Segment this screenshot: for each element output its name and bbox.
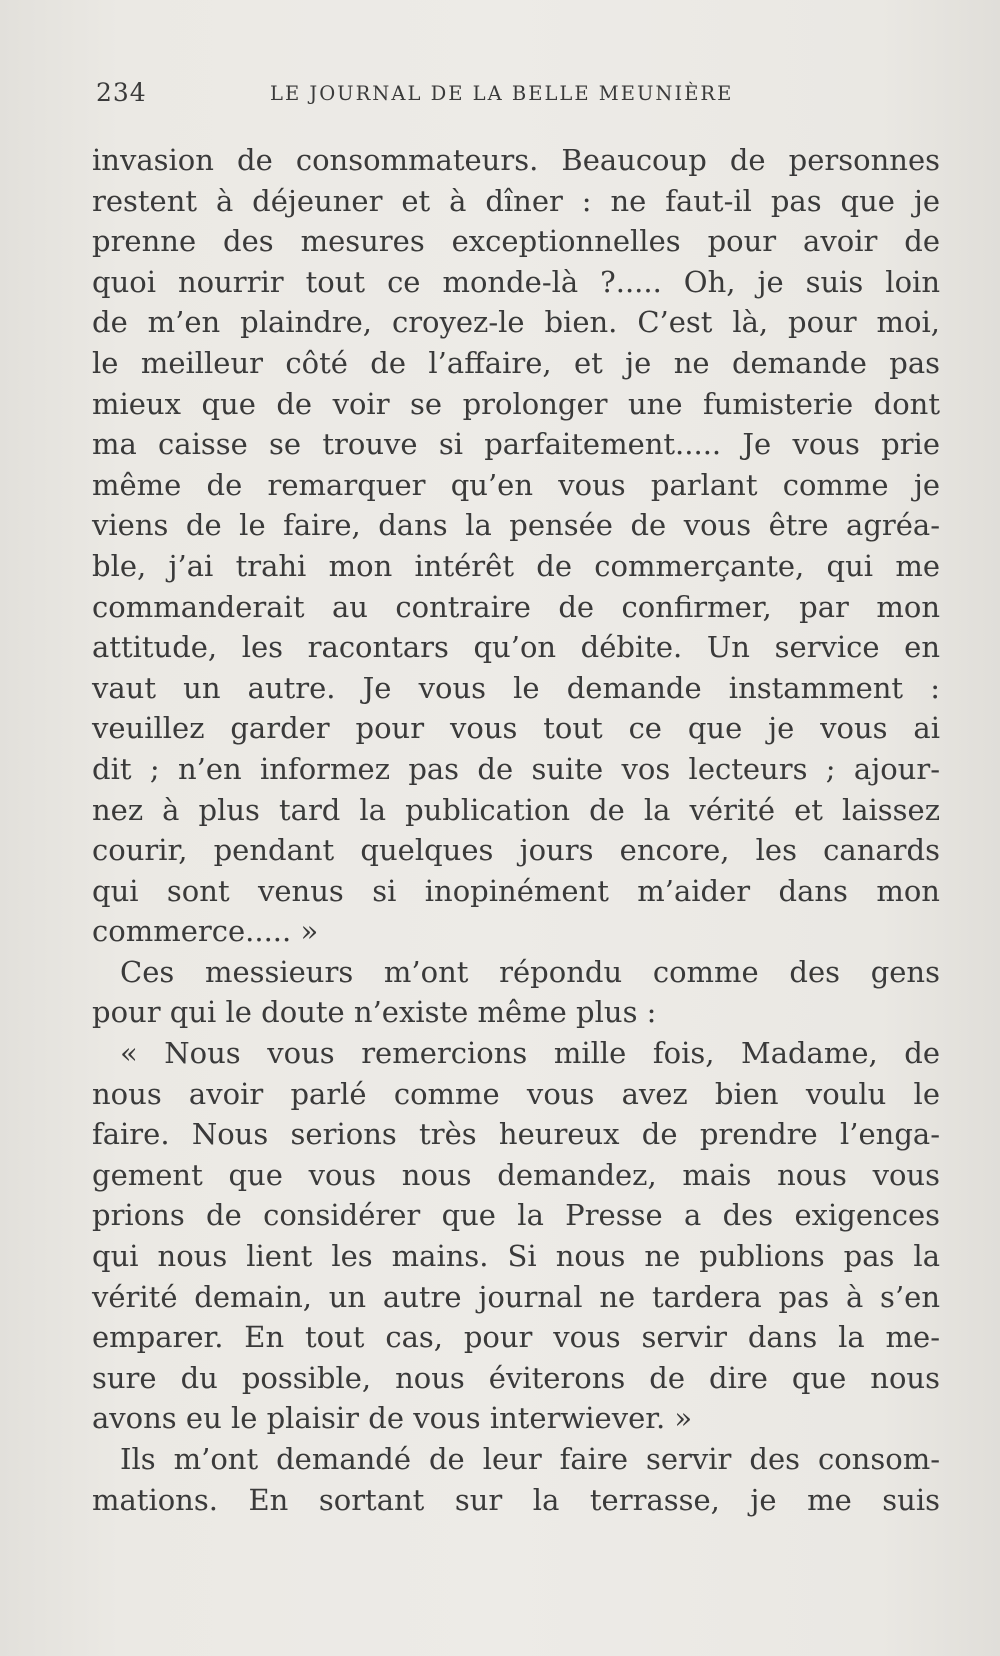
- text-line: même de remarquer qu’en vous parlant comme je: [92, 467, 940, 502]
- text-line: invasion de consommateurs. Beaucoup de personnes: [92, 143, 940, 177]
- running-title: LE JOURNAL DE LA BELLE MEUNIÈRE: [270, 82, 734, 105]
- text-line: Ils m’ont demandé de leur faire servir des consom-: [120, 1442, 940, 1476]
- text-line: ma caisse se trouve si parfaitement..... Je vous prie: [92, 427, 940, 462]
- text-line: « Nous vous remercions mille fois, Madame, de: [120, 1036, 940, 1071]
- text-line: emparer. En tout cas, pour vous servir dans la me-: [92, 1320, 940, 1355]
- text-line: ble, j’ai trahi mon intérêt de commerçante, qui me: [92, 548, 940, 583]
- text-line: attitude, les racontars qu’on débite. Un service en: [92, 630, 940, 665]
- text-line: de m’en plaindre, croyez-le bien. C’est là, pour moi,: [92, 305, 940, 340]
- text-line: sure du possible, nous éviterons de dire que nous: [92, 1360, 940, 1395]
- text-line: vérité demain, un autre journal ne tardera pas à s’en: [92, 1279, 940, 1314]
- text-line: nous avoir parlé comme vous avez bien voulu le: [92, 1076, 940, 1111]
- text-line: vaut un autre. Je vous le demande instamment :: [92, 670, 940, 705]
- text-line: restent à déjeuner et à dîner : ne faut-il pas que je: [92, 183, 940, 218]
- text-line: le meilleur côté de l’affaire, et je ne demande pas: [92, 345, 940, 380]
- text-line: prions de considérer que la Presse a des exigences: [92, 1198, 940, 1233]
- text-line: mieux que de voir se prolonger une fumisterie dont: [92, 386, 940, 421]
- text-line: avons eu le plaisir de vous interwiever. »: [92, 1401, 693, 1436]
- text-line: commerce..... »: [92, 914, 319, 949]
- text-line: Ces messieurs m’ont répondu comme des gens: [120, 954, 940, 989]
- text-line: dit ; n’en informez pas de suite vos lecteurs ; ajour-: [92, 751, 940, 786]
- page-number: 234: [96, 78, 147, 107]
- text-line: quoi nourrir tout ce monde-là ?..... Oh, je suis loin: [92, 264, 940, 299]
- running-head: [96, 78, 776, 108]
- text-line: mations. En sortant sur la terrasse, je me suis: [92, 1482, 940, 1517]
- text-line: courir, pendant quelques jours encore, les canards: [92, 833, 940, 868]
- text-line: qui sont venus si inopinément m’aider dans mon: [92, 873, 940, 908]
- text-line: veuillez garder pour vous tout ce que je vous ai: [92, 711, 940, 746]
- body-text: [92, 140, 940, 1520]
- text-line: faire. Nous serions très heureux de prendre l’enga-: [92, 1117, 940, 1152]
- text-line: viens de le faire, dans la pensée de vous être agréa-: [92, 508, 940, 543]
- text-line: prenne des mesures exceptionnelles pour avoir de: [92, 224, 940, 259]
- text-line: commanderait au contraire de confirmer, par mon: [92, 589, 940, 624]
- text-line: qui nous lient les mains. Si nous ne publions pas la: [92, 1239, 940, 1274]
- text-line: pour qui le doute n’existe même plus :: [92, 995, 657, 1030]
- text-line: nez à plus tard la publication de la vérité et laissez: [92, 792, 940, 827]
- text-line: gement que vous nous demandez, mais nous vous: [92, 1157, 940, 1192]
